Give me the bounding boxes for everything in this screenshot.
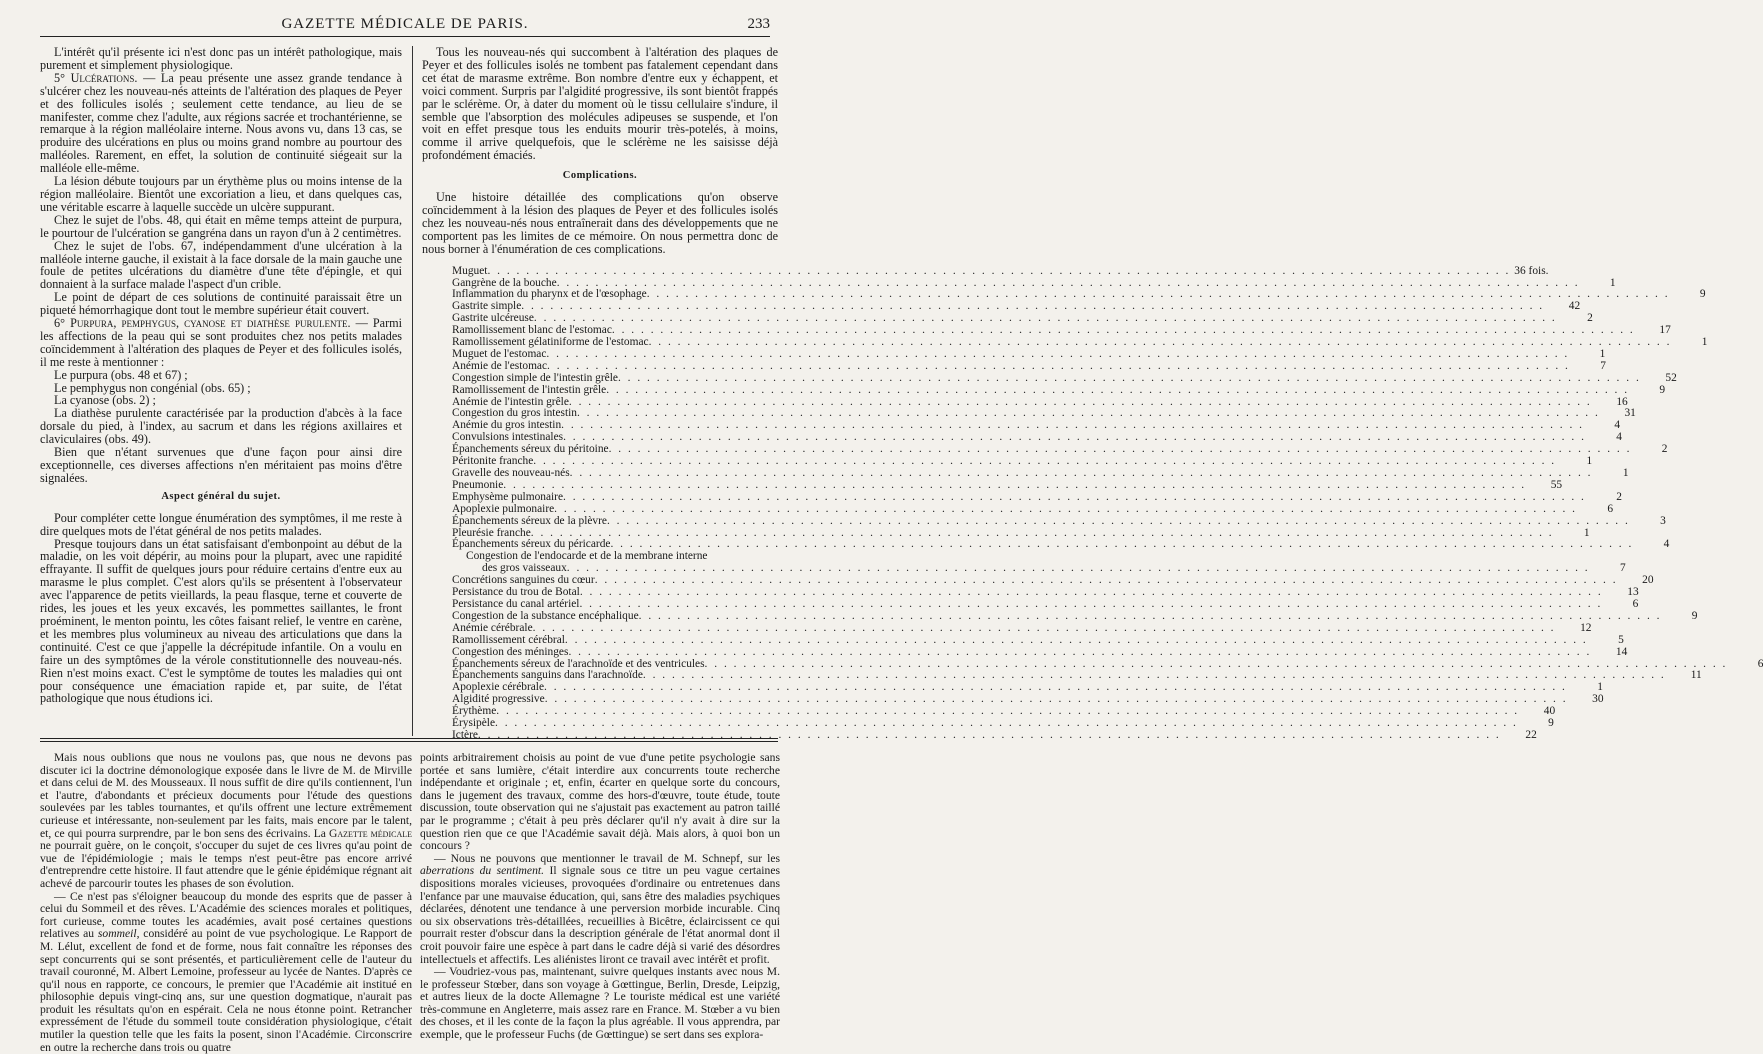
complication-label: Péritonite franche [452, 455, 534, 468]
complication-row [452, 383, 1666, 397]
complication-count: 20 [1642, 574, 1654, 587]
complication-label: Gastrite simple [452, 300, 522, 313]
section-title: Aspect général du sujet. [161, 490, 281, 502]
right-column [422, 45, 1763, 742]
list-item: La cyanose (obs. 2) ; [54, 393, 156, 408]
complication-count: 22 [1525, 728, 1537, 741]
paragraph-text: — Ce n'est pas s'éloigner beaucoup du monde des esprits que de passer à celui du Sommeil et des rêves. L'Académie des sciences morales et politiques, fort curieuse, comme toutes les académies, avait posé certaines questions relatives au [40, 889, 412, 941]
complication-label: Anémie cérébrale [452, 621, 533, 634]
complication-label: Anémie de l'estomac [452, 359, 548, 372]
complication-label: Pneumonie [452, 478, 504, 491]
list-item: Le pemphygus non congénial (obs. 65) ; [54, 380, 251, 395]
complication-label: Épanchements sanguins dans l'arachnoïde [452, 669, 643, 682]
complication-count: 42 [1568, 300, 1581, 313]
complication-row [452, 371, 1677, 385]
leader-dots [565, 635, 1588, 647]
complication-label: Persistance du canal artériel [452, 597, 580, 610]
complication-label: Muguet [452, 264, 488, 277]
leader-dots [607, 516, 1630, 528]
leader-dots [487, 266, 1510, 278]
paragraph: points arbitrairement choisis au point de vue d'une petite psychologie sans portée et sans lumière, c'était interdire aux concurrents toute recherche indépendante et originale ; et, enfin, écarter en quelque sorte du concours, dans le jugement des travaux, comme des hors-d'œuvre, toute étude, toute discussion, toute observation qui ne s'ajustait pas exactement au patron taillé par le programme ; c'était à peu près déclarer qu'il n'y avait à dire sur la question rien que ce que l'Académie savait déjà. Mais alors, à quoi bon un concours ? [420, 751, 780, 853]
complication-label: Apoplexie cérébrale [452, 681, 545, 694]
complication-label: Ictère [452, 728, 478, 741]
complication-count: 3 [1660, 514, 1666, 527]
complication-label: Ramollissement blanc de l'estomac [452, 324, 612, 337]
journal-title: GAZETTE MÉDICALE DE PARIS. [281, 16, 529, 32]
paragraph: Chez le sujet de l'obs. 67, indépendamment d'une ulcération à la malléole interne gauche, il existait à la face dorsale de la main gauche une foule de petites ulcérations du diamètre d'une tête d'épingle, et qui donnaient à la surface malade l'aspect d'un crible. [40, 238, 402, 292]
paragraph: L'intérêt qu'il présente ici n'est donc pas un intérêt pathologique, mais purement et simplement physiologique. [40, 45, 402, 72]
paragraph: Bien que n'étant survenues que d'une façon pour ainsi dire exceptionnelle, ces diverses affections n'en méritaient pas moins d'être signalées. [40, 445, 402, 485]
complication-row [452, 514, 1666, 528]
complication-count: 17 [1659, 324, 1671, 337]
paragraph-text: , considéré au point de vue psychologique. Le Rapport de M. Lélut, excellent de fond et de forme, nous fait connaître les réponses des sept concurrents qui se sont présentés, et particulièrement celle de l'auteur du travail couronné, M. Albert Lemoine, professeur au lycée de Nantes. D'après ce qu'il nous en rapporte, ce concours, le premier que l'Académie ait institué en philosophie depuis vingt-cinq ans, sur une question dogmatique, n'aurait pas produit les résultats qu'on en espérait. Cela ne nous étonne point. Retrancher expressément de l'étude du sommeil toute considération physiologique, c'était mutiler la question telle que les faits la posent, sinon l'Académie. Circonscrire en outre la recherche dans trois ou quatre [40, 927, 412, 1054]
left-column [40, 46, 402, 705]
paragraph-text: ne pourrait guère, on le conçoit, s'occuper du sujet de ces livres qu'au point de vue de l'épidémiologie ; mais le temps n'est peut-être pas encore arrivé d'entreprendre cette histoire. Il faut attendre que le génie épidémique régnant ait achevé de parcourir toutes les phases de son évolution. [40, 839, 412, 890]
complication-count: 36 fois. [1514, 264, 1549, 277]
complication-count: 16 [1616, 395, 1628, 408]
leader-dots [533, 623, 1556, 635]
paragraph [40, 317, 402, 369]
paragraph [40, 891, 412, 1054]
complication-count: 1 [1583, 526, 1590, 539]
complication-label: Ramollissement gélatiniforme de l'estomac [452, 336, 649, 349]
complication-row [452, 490, 1622, 504]
leader-dots [547, 361, 1570, 373]
complication-label: Gravelle des nouveau-nés [452, 467, 570, 479]
complication-count: 9 [1548, 717, 1554, 730]
complication-label: Épanchements séreux du péritoine [452, 443, 609, 456]
complication-count: 6 [1607, 502, 1614, 515]
complication-count: 1 [1701, 336, 1708, 349]
complication-label: Pleurésie franche [452, 526, 531, 539]
page-number: 233 [747, 16, 770, 32]
complication-label: Congestion de l'endocarde et de la membrane interne [466, 550, 708, 563]
complication-label: Persistance du trou de Botal [452, 586, 580, 599]
complication-label: Apoplexie pulmonaire [452, 502, 555, 515]
complication-label: Épanchements séreux de la plèvre [452, 514, 607, 527]
paragraph [40, 72, 402, 175]
paragraph: Pour compléter cette longue énumération des symptômes, il me reste à dire quelques mots de l'état général de nos petits malades. [40, 510, 402, 538]
complication-count: 9 [1659, 383, 1666, 396]
column-divider [412, 46, 413, 736]
complication-row [452, 609, 1698, 623]
subsection-lead: 5° Ulcérations. [54, 70, 138, 85]
paragraph-text: Mais nous oublions que nous ne voulons pas, que nous ne devons pas discuter ici la doctrine démonologique exposée dans le livre de M. de Mirville et dans celui de M. des Mousseaux. Il nous suffit de dire qu'ils contiennent, l'un et l'autre, d'abondants et précieux documents pour l'étude des questions soulevées par les tables tournantes, et qu'ils offrent une lecture extrêmement curieuse et intéressante, non-seulement par les faits, mais encore par le talent, et, ce qui pourra surprendre, par le bon sens des écrivains. La [40, 751, 412, 840]
complication-count: 2 [1616, 490, 1622, 503]
paragraph-text: — La peau présente une assez grande tendance à s'ulcérer chez les nouveau-nés atteints de l'altération des plaques de Peyer et des follicules isolés ; seulement cette tendance, au lieu de se manifester, comme chez l'adulte, aux régions sacrée et trochantérienne, se remarque à la région malléolaire interne. Nous avons vu, dans 13 cas, se produire des ulcérations en plus ou moins grand nombre au pourtour des malléoles. Rarement, en effet, la solution de continuité siégeait sur la malléole elle-même. [40, 70, 402, 176]
complication-row [452, 359, 1606, 373]
complication-count: 4 [1614, 419, 1621, 432]
leader-dots [554, 504, 1577, 516]
complication-count: 2 [1661, 443, 1668, 456]
section-title: Complications. [562, 170, 638, 182]
complication-label: Érythème [452, 705, 497, 718]
paragraph [40, 752, 412, 891]
complication-count: 5 [1618, 633, 1624, 646]
complication-count: 2 [1587, 312, 1593, 325]
complication-label: Emphysème pulmonaire [452, 490, 564, 503]
complication-label: Muguet de l'estomac [452, 347, 547, 360]
page-header [40, 14, 770, 37]
complication-count: 9 [1699, 288, 1706, 301]
complication-count: 4 [1616, 431, 1622, 444]
complications-table [452, 264, 1763, 742]
complication-label: Congestion des méninges [452, 645, 569, 658]
complication-count: 12 [1580, 621, 1592, 634]
complication-label: Gastrite ulcéreuse [452, 312, 534, 325]
emphasis: sommeil [97, 927, 137, 941]
leader-dots [618, 373, 1641, 385]
leader-dots [610, 539, 1633, 551]
complication-count: 9 [1691, 609, 1698, 622]
complication-label: Congestion simple de l'intestin grêle [452, 371, 618, 384]
complication-label: Concrétions sanguines du cœur [452, 574, 595, 587]
complication-label: Ramollissement de l'intestin grêle [452, 383, 607, 396]
complication-row [452, 621, 1592, 635]
complication-count: 1 [1599, 347, 1606, 360]
complication-count: 31 [1624, 407, 1636, 420]
complication-label: Inflammation du pharynx et de l'œsophage [452, 288, 647, 301]
section-divider [40, 738, 778, 739]
complication-count: 1 [1586, 455, 1593, 468]
paragraph-text: Il signale sous ce titre un peu vague certaines dispositions morales vicieuses, provoquées d'ordinaire ou entretenues dans l'enfance par une mauvaise éducation, qui, sans être des maladies psychiques déclarées, dénotent une tendance à une perversion morbide incurable. Cinq ou six observations très-détaillées, recueillies à Bicêtre, éclaircissent ce qui pourrait rester d'obscur dans la description générale de l'état anormal dont il croit pouvoir faire une espèce à part dans le cadre déjà si varié des désordres intellectuels et affectifs. Les aliénistes liront ce travail avec intérêt et profit. [420, 864, 780, 966]
complication-label: Congestion du gros intestin [452, 407, 577, 420]
emphasis: aberrations du sentiment. [420, 864, 544, 878]
paragraph: Presque toujours dans un état satisfaisant d'embonpoint au début de la maladie, on les voit dépérir, au moins pour la plupart, avec une rapidité effrayante. Il suffit de quelques jours pour réduire certains d'entre eux au marasme le plus complet. C'est alors qu'ils se présentent à l'observateur avec l'apparence de petits vieillards, la peau flasque, terne et couverte de rides, les joues et les yeux excavés, les pommettes saillantes, le front proéminent, le menton pointu, les côtes faisant relief, le ventre en carène, et les membres plus volumineux au niveau des articulations que dans la continuité. C'est ce que j'appelle la décrépitude infantile. On a voulu en faire un des symptômes de la vérole constitutionnelle des nouveau-nés. Rien n'est moins exact. C'est le symptôme de toutes les maladies qui ont pour conséquence une émaciation rapide et, par suite, de l'état pathologique que nous étudions ici. [40, 536, 402, 706]
complication-label: Anémie de l'intestin grêle [452, 395, 569, 408]
subsection-lead: 6° Purpura, pemphygus, cyanose et diathèse purulente. [54, 316, 351, 331]
paragraph: Tous les nouveau-nés qui succombent à l'altération des plaques de Peyer et des follicules isolés ne tombent pas fatalement cependant dans cet état de marasme extrême. Bon nombre d'entre eux y échappent, et voici comment. Surpris par l'algidité progressive, ils sont bientôt frappés par le sclérème. Or, à dater du moment où le tissu cellulaire s'indure, il semble que l'absorption des molécules adipeuses se suspende, et l'on voit en effet presque tous les enduits mourir très-potelés, à moins, comme il arrive quelquefois, que le sclérème ne les saisisse déjà profondément émaciés. [422, 45, 778, 163]
complication-count: 1 [1609, 276, 1616, 289]
complication-count: 52 [1665, 371, 1677, 384]
paragraph-text: — Nous ne pouvons que mentionner le travail de M. Schnepf, sur les [434, 851, 780, 865]
complication-row [452, 645, 1628, 659]
complication-row [452, 502, 1614, 516]
complication-label: Congestion de la substance encéphalique [452, 609, 639, 622]
paragraph: La diathèse purulente caractérisée par la production d'abcès à la face dorsale du pied, à l'index, au sacrum et dans les régions axillaires et claviculaires (obs. 49). [40, 406, 402, 447]
complication-count: 6 [1632, 597, 1639, 610]
complication-label: Convulsions intestinales [452, 431, 564, 444]
leader-dots [568, 647, 1591, 659]
complication-label: Épanchements séreux du péricarde [452, 538, 611, 551]
paragraph: La lésion débute toujours par un érythème plus ou moins intense de la région malléolaire. Bientôt une excoriation a lieu, et dans quelques cas, une véritable escarre à laquelle succède un ulcère suppurant. [40, 174, 402, 214]
complication-count: 40 [1543, 705, 1556, 718]
leader-dots [563, 492, 1586, 504]
list-item: Le purpura (obs. 48 et 67) ; [54, 367, 188, 382]
paragraph: — Voudriez-vous pas, maintenant, suivre quelques instants avec nous M. le professeur Stœber, dans son voyage à Gœttingue, Berlin, Dresde, Leipzig, et autres lieux de la docte Allemagne ? Le touriste médical est une variété très-commune en Angleterre, mais assez rare en France. M. Stœber a vu bien des choses, et il les conte de la façon la plus agréable. Il vous apprendra, par exemple, que le professeur Fuchs (de Gœttingue) se sert dans ses explora- [420, 965, 780, 1042]
complication-count: 1 [1622, 467, 1629, 479]
paragraph-text: — Parmi les affections de la peau qui se sont produites chez nos petits malades coïncidemment à l'altération des plaques de Peyer et des follicules isolés, il me reste à mentionner : [40, 316, 402, 369]
complication-count: 7 [1600, 359, 1606, 372]
complication-label: Anémie du gros intestin [452, 419, 562, 432]
feuilleton-right-column [420, 752, 780, 1042]
complication-label: Algidité progressive [452, 693, 545, 706]
journal-name: Gazette médicale [329, 826, 413, 840]
leader-dots [639, 611, 1662, 623]
complication-count: 4 [1663, 538, 1670, 551]
complication-count: 11 [1690, 669, 1702, 682]
complication-count: 6 [1757, 657, 1763, 670]
paragraph: Le point de départ de ces solutions de continuité paraissait être un piqueté hémorrhagique dont tout le membre supérieur était couvert. [40, 290, 402, 318]
paragraph [420, 853, 780, 966]
feuilleton-left-column [40, 752, 412, 1054]
paragraph: Une histoire détaillée des complications qu'on observe coïncidemment à la lésion des plaques de Peyer et des follicules isolés chez les nouveau-nés nous entraînerait dans des développements que ne comportent pas les limites de ce mémoire. On nous permettra donc de nous borner à l'énumération de ces complications. [422, 190, 778, 256]
complication-label: Ramollissement cérébral [452, 633, 565, 646]
complication-count: 13 [1627, 586, 1639, 599]
complication-label: des gros vaisseaux [482, 562, 567, 575]
complication-count: 7 [1619, 562, 1626, 575]
complication-label: Érysipèle [452, 717, 496, 730]
complication-row [452, 264, 1549, 278]
leader-dots [606, 385, 1629, 397]
complication-label: Gangrène de la bouche [452, 276, 557, 289]
paragraph: Chez le sujet de l'obs. 48, qui était en même temps atteint de purpura, le pourtour de l'ulcération se gangréna dans un rayon d'un à 2 centimètres. [40, 212, 402, 240]
complication-count: 55 [1550, 478, 1563, 491]
complication-row [452, 633, 1624, 647]
complication-count: 30 [1592, 693, 1604, 706]
complication-count: 14 [1615, 645, 1628, 658]
complication-label: Épanchements séreux de l'arachnoïde et des ventricules [452, 657, 705, 670]
complication-count: 1 [1597, 681, 1603, 694]
section-divider [40, 741, 778, 742]
